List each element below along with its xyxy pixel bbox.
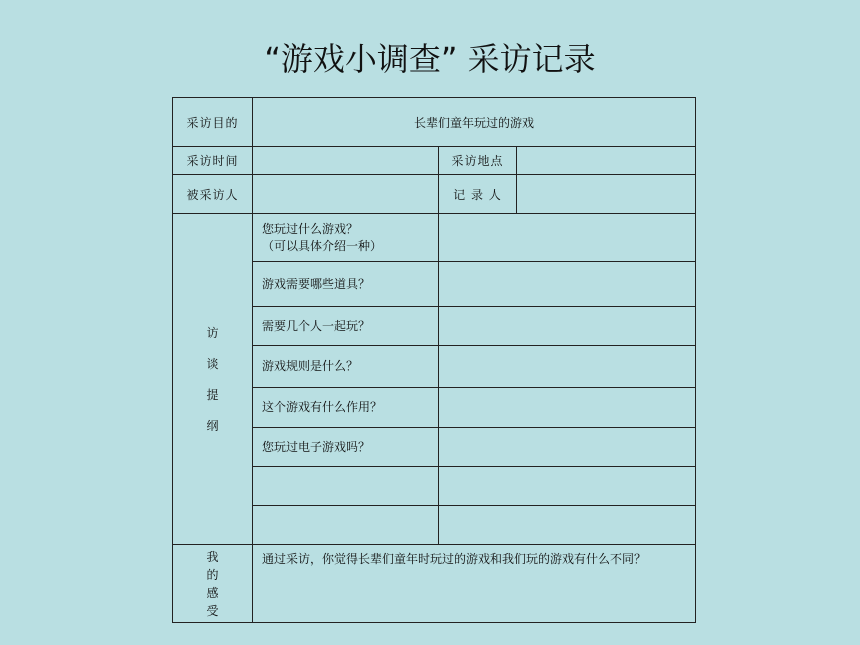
extra-question-field-2[interactable] xyxy=(253,506,439,545)
interviewee-label: 被采访人 xyxy=(173,175,253,214)
question-1: 您玩过什么游戏？ （可以具体介绍一种） xyxy=(253,214,439,262)
feelings-question[interactable]: 通过采访，你觉得长辈们童年时玩过的游戏和我们玩的游戏有什么不同？ xyxy=(253,545,696,623)
outline-side-label xyxy=(173,214,253,545)
recorder-field[interactable] xyxy=(517,175,696,214)
outline-char: 访 xyxy=(206,326,219,340)
answer-1-field[interactable] xyxy=(439,214,696,262)
question-5: 这个游戏有什么作用？ xyxy=(253,388,439,428)
question-4: 游戏规则是什么？ xyxy=(253,346,439,388)
feelings-char: 受 xyxy=(206,603,219,618)
page-title: “游戏小调查” 采访记录 xyxy=(264,40,596,78)
place-label: 采访地点 xyxy=(439,147,517,175)
answer-2-field[interactable] xyxy=(439,262,696,307)
extra-answer-field-2[interactable] xyxy=(439,506,696,545)
extra-question-field-1[interactable] xyxy=(253,467,439,506)
answer-3-field[interactable] xyxy=(439,307,696,346)
purpose-label: 采访目的 xyxy=(173,98,253,147)
feelings-char: 的 xyxy=(206,567,219,582)
time-field[interactable] xyxy=(253,147,439,175)
extra-answer-field-1[interactable] xyxy=(439,467,696,506)
answer-4-field[interactable] xyxy=(439,346,696,388)
place-field[interactable] xyxy=(517,147,696,175)
question-3: 需要几个人一起玩？ xyxy=(253,307,439,346)
purpose-value[interactable]: 长辈们童年玩过的游戏 xyxy=(253,98,696,147)
feelings-char: 感 xyxy=(206,585,219,600)
outline-char: 纲 xyxy=(206,419,219,433)
outline-char: 谈 xyxy=(206,357,219,371)
time-label: 采访时间 xyxy=(173,147,253,175)
feelings-char: 我 xyxy=(206,549,219,564)
answer-6-field[interactable] xyxy=(439,428,696,467)
interview-record-table xyxy=(172,97,696,623)
question-6: 您玩过电子游戏吗？ xyxy=(253,428,439,467)
answer-5-field[interactable] xyxy=(439,388,696,428)
outline-char: 提 xyxy=(206,388,219,402)
question-2: 游戏需要哪些道具？ xyxy=(253,262,439,307)
interviewee-field[interactable] xyxy=(253,175,439,214)
feelings-side-label xyxy=(173,545,253,623)
recorder-label: 记 录 人 xyxy=(439,175,517,214)
